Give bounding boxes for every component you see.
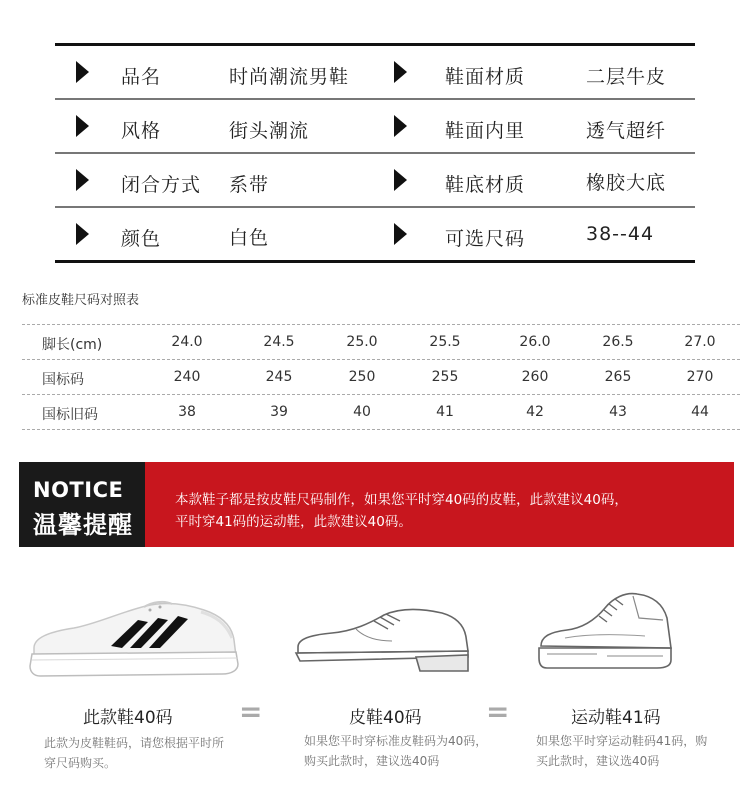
table-cell: 265 xyxy=(604,369,632,385)
table-cell: 24.0 xyxy=(171,334,203,350)
notice-badge xyxy=(19,462,145,547)
arrow-right-icon xyxy=(394,223,407,245)
table-cell: 39 xyxy=(270,404,288,420)
notice-title-en: NOTICE xyxy=(33,478,124,502)
notice-banner xyxy=(19,462,734,547)
spec-value: 橡胶大底 xyxy=(586,172,667,194)
spec-row xyxy=(55,100,695,154)
table-row xyxy=(22,359,740,394)
spec-value: 街头潮流 xyxy=(229,120,310,142)
leather-shoe-image xyxy=(292,607,474,673)
spec-label: 鞋底材质 xyxy=(445,174,526,196)
shoe-desc-line: 如果您平时穿标准皮鞋码为40码， xyxy=(304,734,488,748)
spec-row xyxy=(55,154,695,208)
table-cell: 41 xyxy=(436,404,454,420)
row-label: 国标旧码 xyxy=(42,407,98,423)
arrow-right-icon xyxy=(394,115,407,137)
spec-label: 风格 xyxy=(121,120,162,142)
spec-value: 二层牛皮 xyxy=(586,66,667,88)
table-cell: 40 xyxy=(353,404,371,420)
arrow-right-icon xyxy=(394,61,407,83)
spec-value: 38--44 xyxy=(586,223,655,245)
white-sneaker-image xyxy=(26,598,244,682)
shoe-desc-line: 穿尺码购买。 xyxy=(44,756,117,770)
table-cell: 27.0 xyxy=(684,334,716,350)
table-cell: 255 xyxy=(431,369,459,385)
table-cell: 240 xyxy=(173,369,201,385)
shoe-desc-line: 买此款时，建议选40码 xyxy=(536,754,660,768)
spec-row xyxy=(55,208,695,263)
table-cell: 250 xyxy=(348,369,376,385)
shoe-title: 皮鞋40码 xyxy=(349,708,422,728)
table-cell: 43 xyxy=(609,404,627,420)
notice-title-cn: 温馨提醒 xyxy=(33,511,133,539)
row-label: 脚长(cm) xyxy=(42,337,103,353)
table-cell: 25.5 xyxy=(429,334,461,350)
spec-value: 白色 xyxy=(229,227,270,249)
table-cell: 42 xyxy=(526,404,544,420)
spec-label: 鞋面内里 xyxy=(445,120,526,142)
equals-sign: = xyxy=(239,695,263,728)
table-cell: 38 xyxy=(178,404,196,420)
arrow-right-icon xyxy=(76,223,89,245)
shoe-desc-line: 如果您平时穿运动鞋码41码，购 xyxy=(536,734,708,748)
table-cell: 26.0 xyxy=(519,334,551,350)
arrow-right-icon xyxy=(76,115,89,137)
spec-value: 时尚潮流男鞋 xyxy=(229,66,350,88)
spec-label: 颜色 xyxy=(121,228,162,250)
table-cell: 270 xyxy=(686,369,714,385)
arrow-right-icon xyxy=(76,169,89,191)
table-cell: 44 xyxy=(691,404,709,420)
table-cell: 245 xyxy=(265,369,293,385)
sneaker-outline-image xyxy=(537,590,677,674)
spec-label: 品名 xyxy=(121,66,162,88)
arrow-right-icon xyxy=(394,169,407,191)
table-cell: 24.5 xyxy=(263,334,295,350)
spec-label: 鞋面材质 xyxy=(445,66,526,88)
arrow-right-icon xyxy=(76,61,89,83)
spec-value: 透气超纤 xyxy=(586,120,667,142)
equals-sign: = xyxy=(486,695,510,728)
spec-table xyxy=(55,43,695,263)
table-row xyxy=(22,324,740,359)
spec-row xyxy=(55,46,695,100)
table-row xyxy=(22,394,740,430)
table-cell: 260 xyxy=(521,369,549,385)
size-chart-title: 标准皮鞋尺码对照表 xyxy=(22,293,140,308)
notice-line-1: 本款鞋子都是按皮鞋尺码制作，如果您平时穿40码的皮鞋，此款建议40码， xyxy=(175,492,628,508)
row-label: 国标码 xyxy=(42,372,84,388)
shoe-title: 此款鞋40码 xyxy=(83,708,173,728)
notice-line-2: 平时穿41码的运动鞋，此款建议40码。 xyxy=(175,514,412,530)
shoe-desc-line: 购买此款时，建议选40码 xyxy=(304,754,440,768)
shoe-desc-line: 此款为皮鞋鞋码，请您根据平时所 xyxy=(44,736,225,750)
spec-label: 闭合方式 xyxy=(121,174,202,196)
table-cell: 26.5 xyxy=(602,334,634,350)
table-cell: 25.0 xyxy=(346,334,378,350)
spec-value: 系带 xyxy=(229,174,270,196)
size-chart-table xyxy=(22,324,740,430)
shoe-title: 运动鞋41码 xyxy=(571,708,661,728)
spec-label: 可选尺码 xyxy=(445,228,526,250)
